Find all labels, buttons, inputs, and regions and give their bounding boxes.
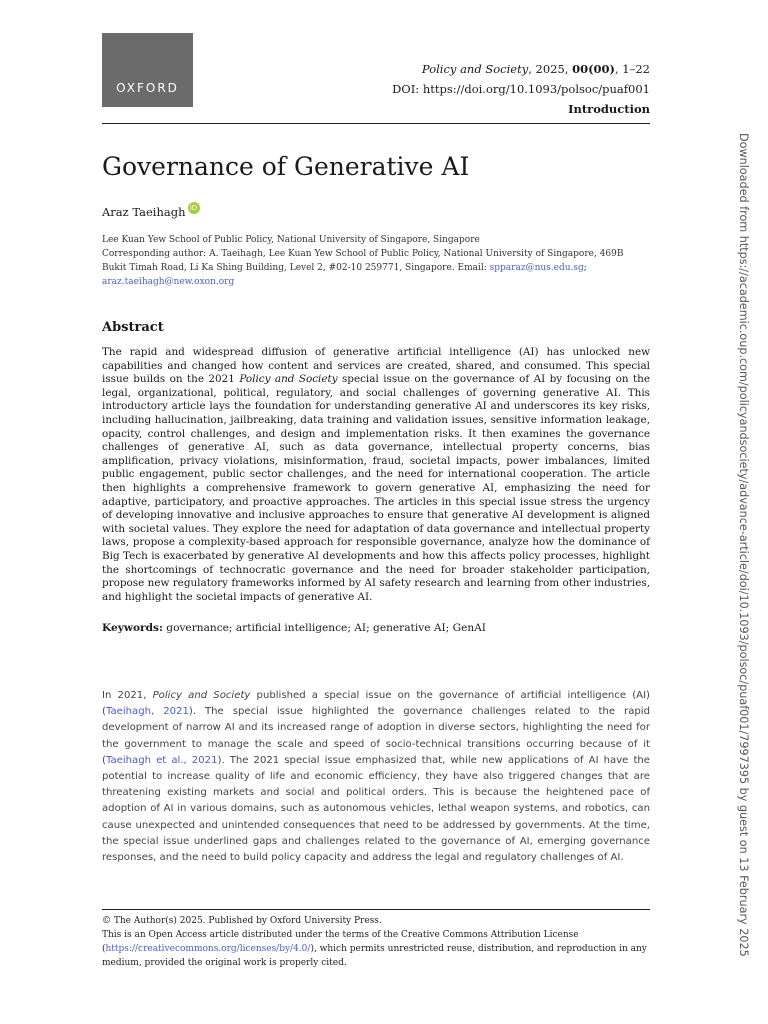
journal-name: Policy and Society bbox=[421, 62, 529, 76]
article-title: Governance of Generative AI bbox=[102, 152, 470, 181]
keywords-label: Keywords: bbox=[102, 622, 163, 634]
journal-volume: 00(00) bbox=[572, 62, 615, 76]
download-watermark bbox=[734, 133, 750, 957]
orcid-icon[interactable]: iD bbox=[188, 202, 200, 214]
footer-divider bbox=[102, 909, 650, 910]
license-text: This is an Open Access article distributed under the terms of the Creative Commons Attribution License (https://creativecommons.org/licenses/by/4.0/), which permits unrestricted reuse, distribution, and reproduction in any medium, provided the original work is properly cited. bbox=[102, 930, 647, 968]
header-divider bbox=[102, 123, 650, 124]
keywords-list: governance; artificial intelligence; AI; generative AI; GenAI bbox=[162, 622, 486, 634]
license-link[interactable]: https://creativecommons.org/licenses/by/4.0/ bbox=[105, 944, 311, 954]
email-link-1[interactable]: spparaz@nus.edu.sg bbox=[489, 263, 584, 273]
abstract-heading: Abstract bbox=[102, 320, 164, 335]
citation-link-1[interactable]: Taeihagh, 2021 bbox=[105, 706, 189, 718]
logo-text: OXFORD bbox=[116, 81, 179, 95]
author-name: Araz Taeihagh bbox=[102, 205, 186, 219]
doi-line: DOI: https://doi.org/10.1093/polsoc/puaf001 bbox=[392, 82, 650, 96]
affiliation-block bbox=[102, 233, 650, 289]
corresponding-author: Corresponding author: A. Taeihagh, Lee Kuan Yew School of Public Policy, National University of Singapore, 469B Bukit Timah Road, Li Ka Shing Building, Level 2, #02-10 259771, Singapore. Email: spparaz@nus.edu.sg; araz.taeihagh@new.oxon.org bbox=[102, 249, 624, 287]
copyright-line: © The Author(s) 2025. Published by Oxford University Press. bbox=[102, 916, 382, 926]
oxford-logo bbox=[102, 33, 193, 107]
keywords bbox=[102, 622, 486, 634]
article-type: Introduction bbox=[568, 102, 650, 116]
author-line bbox=[102, 205, 200, 219]
journal-info bbox=[392, 59, 650, 119]
abstract-text: The rapid and widespread diffusion of generative artificial intelligence (AI) has unlocked new capabilities and changed how content and services are created, shared, and consumed. This special issue builds on the 2021 Policy and Society special issue on the governance of AI by focusing on the legal, organizational, political, regulatory, and social challenges of governing generative AI. This introductory article lays the foundation for understanding generative AI and underscores its key risks, including hallucination, jailbreaking, data training and validation issues, sensitive information leakage, opacity, control challenges, and design and implementation risks. It then examines the governance challenges of generative AI, such as data governance, intellectual property concerns, bias amplification, privacy violations, misinformation, fraud, societal impacts, power imbalances, limited public engagement, public sector challenges, and the need for international cooperation. The article then highlights a comprehensive framework to govern generative AI, emphasizing the need for adaptive, participatory, and proactive approaches. The articles in this special issue stress the urgency of developing innovative and inclusive approaches to ensure that generative AI development is aligned with societal values. They explore the need for adaptation of data governance and intellectual property laws, propose a complexity-based approach for responsible governance, analyze how the dominance of Big Tech is exacerbated by generative AI developments and how this affects policy processes, highlight the shortcomings of technocratic governance and the need for broader stakeholder participation, propose new regulatory frameworks informed by AI safety research and learning from other industries, and highlight the societal impacts of generative AI. bbox=[102, 346, 650, 603]
download-notice: Downloaded from https://academic.oup.com/policyandsociety/advance-article/doi/10.1093/polsoc/puaf001/7997395 by guest on 13 February 2025 bbox=[737, 133, 750, 957]
doi-link[interactable]: https://doi.org/10.1093/polsoc/puaf001 bbox=[422, 82, 650, 96]
citation-line: Policy and Society, 2025, 00(00), 1–22 bbox=[421, 62, 650, 76]
license-footer bbox=[102, 914, 650, 970]
affiliation-line: Lee Kuan Yew School of Public Policy, National University of Singapore, Singapore bbox=[102, 235, 480, 245]
intro-paragraph: In 2021, Policy and Society published a special issue on the governance of artificial intelligence (AI) (Taeihagh, 2021). The special issue highlighted the governance challenges related to the rapid development of narrow AI and its increased range of adoption in diverse sectors, highlighting the need for the government to manage the scale and speed of socio-technical transitions occurring because of it (Taeihagh et al., 2021). The 2021 special issue emphasized that, while new applications of AI have the potential to increase quality of life and economic efficiency, they have also triggered changes that are threatening existing markets and social and political orders. This is because the heightened pace of adoption of AI in various domains, such as autonomous vehicles, lethal weapon systems, and robotics, can cause unexpected and unintended consequences that need to be addressed by governments. At the time, the special issue underlined gaps and challenges related to the governance of AI, emerging governance responses, and the need to build policy capacity and address the legal and regulatory challenges of AI. bbox=[102, 690, 651, 864]
email-link-2[interactable]: araz.taeihagh@new.oxon.org bbox=[102, 277, 235, 287]
citation-link-2[interactable]: Taeihagh et al., 2021 bbox=[105, 754, 218, 766]
